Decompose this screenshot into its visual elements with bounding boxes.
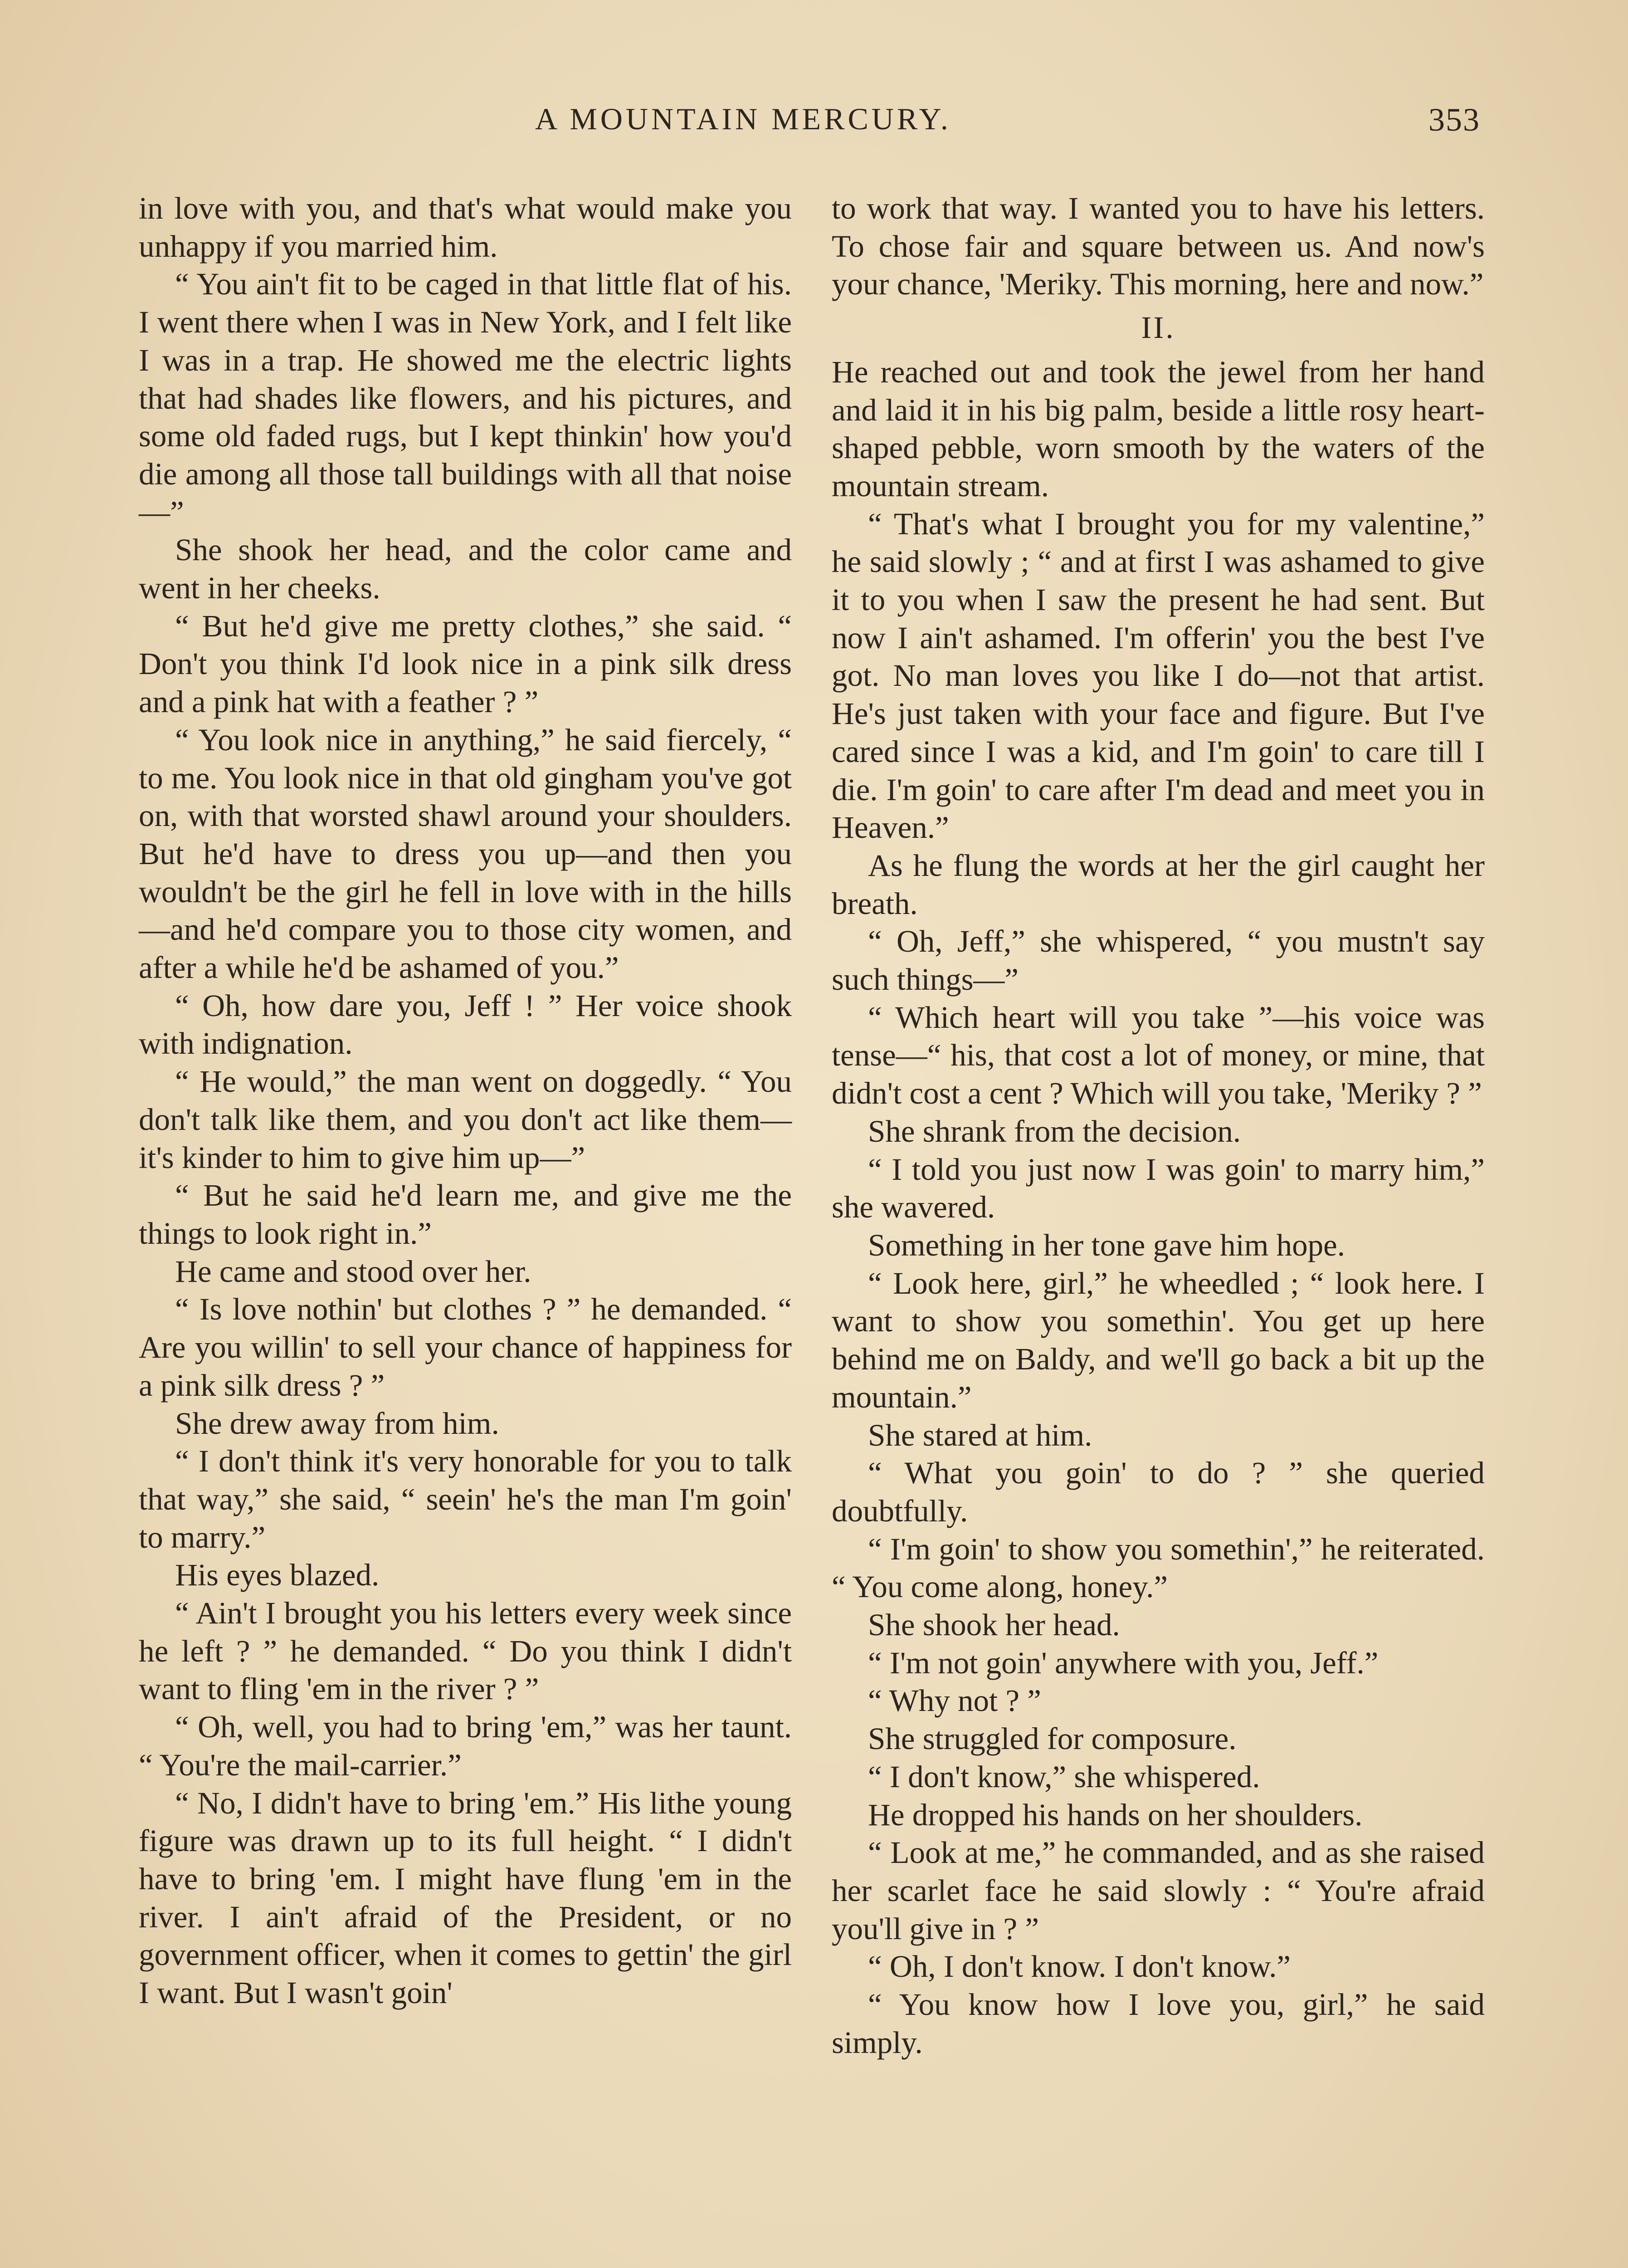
running-title: A MOUNTAIN MERCURY. bbox=[535, 102, 951, 136]
paragraph: She shook her head, and the color came and went in her cheeks. bbox=[139, 533, 792, 606]
paragraph: Something in her tone gave him hope. bbox=[868, 1227, 1345, 1262]
paragraph: “ He would,” the man went on doggedly. “ You don't talk like them, and you don't act like them—it's kinder to him to give him up—” bbox=[139, 1064, 792, 1175]
paragraph: He came and stood over her. bbox=[175, 1254, 531, 1289]
paragraph: to work that way. I wanted you to have his letters. To chose fair and square between us. And now's your chance, 'Meriky. This morning, here and now.” bbox=[832, 191, 1485, 302]
paragraph: “ Is love nothin' but clothes ? ” he demanded. “ Are you willin' to sell your chance of happiness for a pink silk dress ? ” bbox=[139, 1292, 792, 1403]
page-number: 353 bbox=[1428, 102, 1480, 138]
paragraph: She drew away from him. bbox=[175, 1406, 499, 1441]
paragraph: “ I told you just now I was goin' to marry him,” she wavered. bbox=[832, 1152, 1485, 1225]
paragraph: “ Which heart will you take ”—his voice was tense—“ his, that cost a lot of money, or mine, that didn't cost a cent ? Which will you take, 'Meriky ? ” bbox=[832, 1000, 1485, 1111]
paragraph: She stared at him. bbox=[868, 1418, 1092, 1452]
left-text-column bbox=[139, 190, 792, 2012]
paragraph: “ I'm not goin' anywhere with you, Jeff.” bbox=[868, 1645, 1379, 1680]
paragraph: “ I don't know,” she whispered. bbox=[868, 1759, 1260, 1794]
paragraph: “ Oh, how dare you, Jeff ! ” Her voice shook with indignation. bbox=[139, 988, 792, 1061]
paragraph: “ But he said he'd learn me, and give me the things to look right in.” bbox=[139, 1178, 792, 1251]
paragraph: “ That's what I brought you for my valentine,” he said slowly ; “ and at first I was ashamed to give it to you when I saw the present he had sent. But now I ain't ashamed. I'm offerin' you the best I've got. No man loves you like I do—not that artist. He's just taken with your face and figure. But I've cared since I was a kid, and I'm goin' to care till I die. I'm goin' to care after I'm dead and meet you in Heaven.” bbox=[832, 506, 1485, 845]
paragraph: “ You look nice in anything,” he said fiercely, “ to me. You look nice in that old gingham you've got on, with that worsted shawl around your shoulders. But he'd have to dress you up—and then you wouldn't be the girl he fell in love with in the hills—and he'd compare you to those city women, and after a while he'd be ashamed of you.” bbox=[139, 722, 792, 985]
paragraph: “ Ain't I brought you his letters every week since he left ? ” he demanded. “ Do you think I didn't want to fling 'em in the river ? ” bbox=[139, 1596, 792, 1706]
paragraph: “ Oh, well, you had to bring 'em,” was her taunt. “ You're the mail-carrier.” bbox=[139, 1710, 792, 1782]
section-heading: II. bbox=[1141, 310, 1175, 345]
paragraph: “ But he'd give me pretty clothes,” she said. “ Don't you think I'd look nice in a pink silk dress and a pink hat with a feather ? ” bbox=[139, 608, 792, 719]
paragraph: “ You ain't fit to be caged in that little flat of his. I went there when I was in New York, and I felt like I was in a trap. He showed me the electric lights that had shades like flowers, and his pictures, and some old faded rugs, but I kept thinkin' how you'd die among all those tall buildings with all that noise—” bbox=[139, 267, 792, 529]
paragraph: She struggled for composure. bbox=[868, 1721, 1237, 1756]
paragraph: “ Why not ? ” bbox=[868, 1683, 1041, 1718]
right-text-column bbox=[832, 190, 1485, 2062]
paragraph: in love with you, and that's what would make you unhappy if you married him. bbox=[139, 191, 792, 264]
paragraph: “ I don't think it's very honorable for you to talk that way,” she said, “ seein' he's the man I'm goin' to marry.” bbox=[139, 1444, 792, 1554]
paragraph: She shook her head. bbox=[868, 1608, 1120, 1642]
paragraph: “ What you goin' to do ? ” she queried doubtfully. bbox=[832, 1456, 1485, 1528]
paragraph: She shrank from the decision. bbox=[868, 1114, 1241, 1149]
paragraph: He dropped his hands on her shoulders. bbox=[868, 1797, 1363, 1832]
paragraph: “ Look here, girl,” he wheedled ; “ look here. I want to show you somethin'. You get up here behind me on Baldy, and we'll go back a bit up the mountain.” bbox=[832, 1266, 1485, 1414]
paragraph: “ You know how I love you, girl,” he said simply. bbox=[832, 1987, 1485, 2060]
paragraph: As he flung the words at her the girl caught her breath. bbox=[832, 848, 1485, 921]
paragraph: His eyes blazed. bbox=[175, 1558, 380, 1593]
paragraph: “ I'm goin' to show you somethin',” he reiterated. “ You come along, honey.” bbox=[832, 1531, 1485, 1604]
paragraph: “ No, I didn't have to bring 'em.” His lithe young figure was drawn up to its full height. “ I didn't have to bring 'em. I might have flung 'em in the river. I ain't afraid of the President, or no government officer, when it comes to gettin' the girl I want. But I wasn't goin' bbox=[139, 1785, 792, 2010]
paragraph: “ Oh, Jeff,” she whispered, “ you mustn't say such things—” bbox=[832, 924, 1485, 997]
paragraph: He reached out and took the jewel from her hand and laid it in his big palm, beside a little rosy heart-shaped pebble, worn smooth by the waters of the mountain stream. bbox=[832, 354, 1485, 503]
paragraph: “ Oh, I don't know. I don't know.” bbox=[868, 1949, 1291, 1984]
paragraph: “ Look at me,” he commanded, and as she raised her scarlet face he said slowly : “ You're afraid you'll give in ? ” bbox=[832, 1835, 1485, 1946]
